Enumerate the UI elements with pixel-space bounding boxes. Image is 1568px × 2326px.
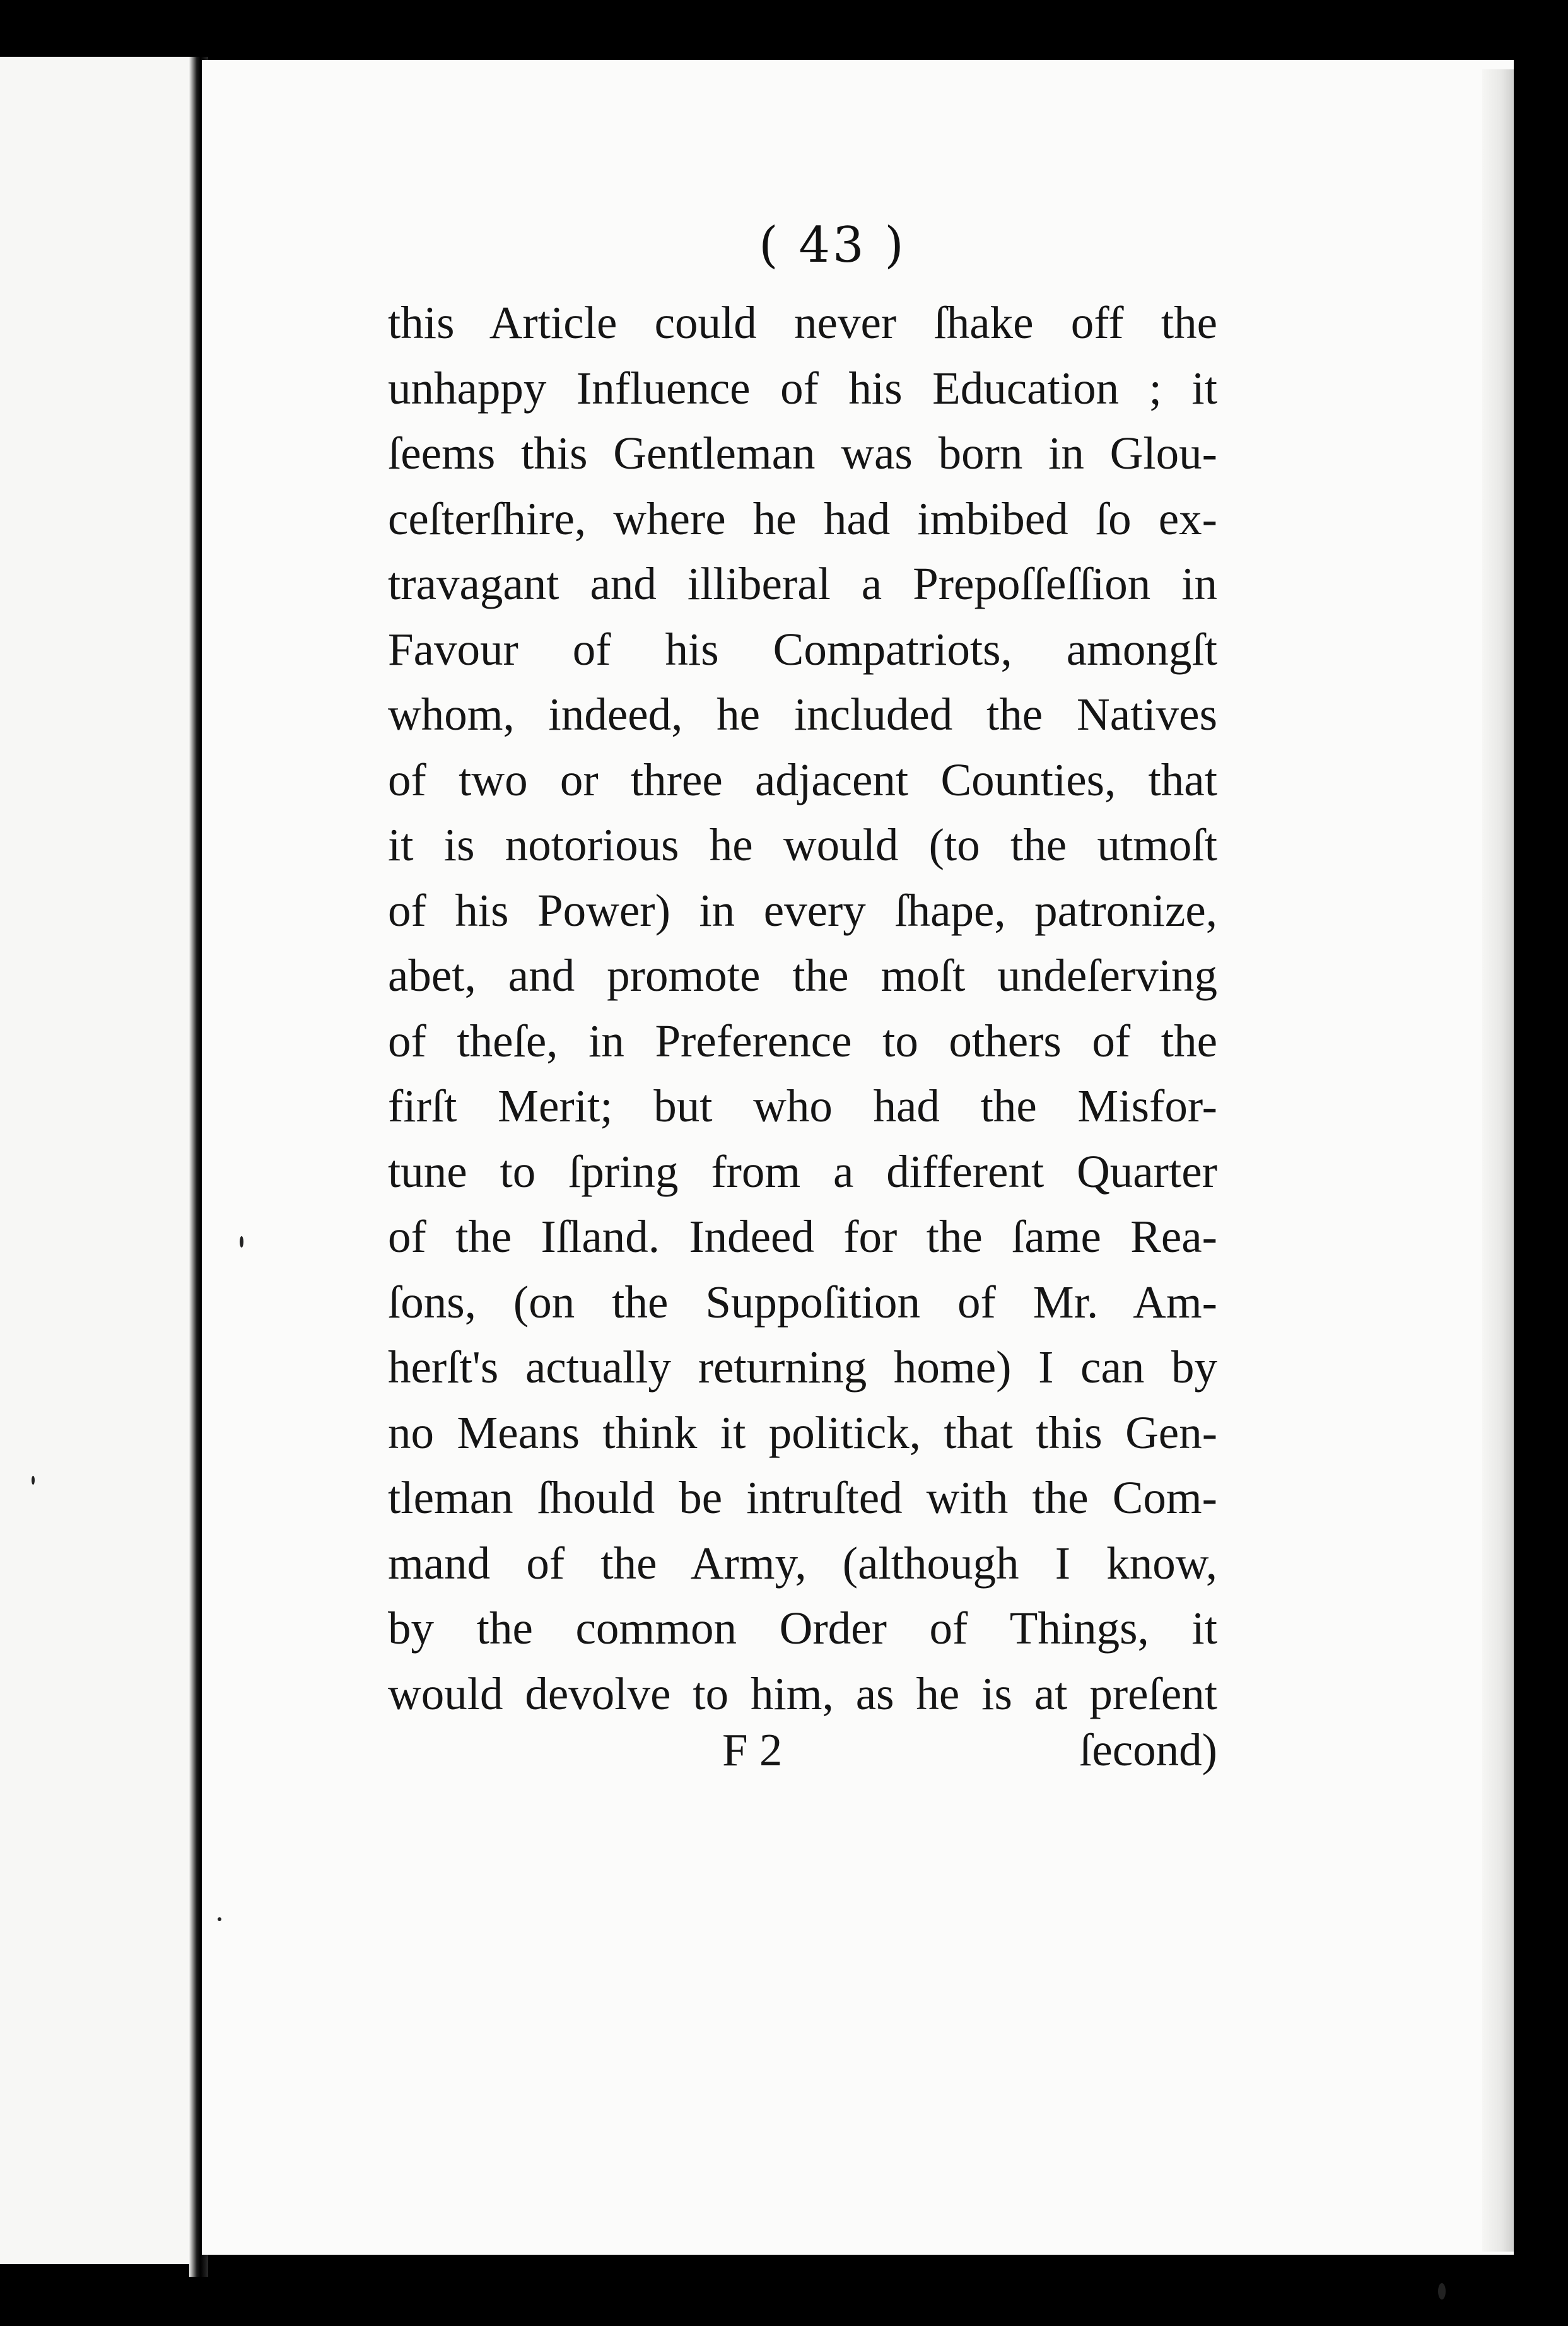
text-line: this Article could never ſhake off the	[388, 297, 1217, 348]
text-line: of his Power) in every ſhape, patronize,	[388, 884, 1217, 936]
left-facing-page	[0, 57, 197, 2264]
text-line: tleman ſhould be intruſted with the Com-	[388, 1472, 1217, 1523]
text-line: unhappy Influence of his Education ; it	[388, 362, 1217, 414]
signature-mark: F 2	[722, 1724, 783, 1775]
text-line: ſons, (on the Suppoſition of Mr. Am-	[388, 1276, 1217, 1328]
catchword: ſecond)	[1079, 1724, 1217, 1775]
page-edge-shadow	[1482, 69, 1514, 2252]
text-line: of the Iſland. Indeed for the ſame Rea-	[388, 1211, 1217, 1262]
text-line: travagant and illiberal a Prepoſſeſſion in	[388, 558, 1217, 609]
text-line: firſt Merit; but who had the Misfor-	[388, 1080, 1217, 1131]
text-line: whom, indeed, he included the Natives	[388, 689, 1217, 740]
text-line: by the common Order of Things, it	[388, 1603, 1217, 1654]
body-text	[388, 290, 1217, 1726]
text-line: of theſe, in Preference to others of the	[388, 1015, 1217, 1067]
text-line: would devolve to him, as he is at preſent	[388, 1668, 1217, 1719]
text-line: ceſterſhire, where he had imbibed ſo ex-	[388, 493, 1217, 544]
paper-speck	[218, 1917, 221, 1921]
text-line: Favour of his Compatriots, amongſt	[388, 623, 1217, 675]
text-line: of two or three adjacent Counties, that	[388, 754, 1217, 805]
text-line: no Means think it politick, that this Gen-	[388, 1406, 1217, 1458]
page-number: ( 43 )	[759, 217, 906, 274]
paper-speck	[240, 1236, 243, 1248]
text-line: ſeems this Gentleman was born in Glou-	[388, 428, 1217, 479]
paper-speck	[32, 1476, 35, 1485]
text-line: mand of the Army, (although I know,	[388, 1537, 1217, 1589]
text-line: tune to ſpring from a different Quarter	[388, 1145, 1217, 1197]
text-line: it is notorious he would (to the utmoſt	[388, 819, 1217, 870]
text-line: herſt's actually returning home) I can by	[388, 1341, 1217, 1393]
page-footer	[388, 1719, 1217, 1782]
paper-speck	[1438, 2283, 1446, 2300]
text-line: abet, and promote the moſt undeſerving	[388, 950, 1217, 1001]
